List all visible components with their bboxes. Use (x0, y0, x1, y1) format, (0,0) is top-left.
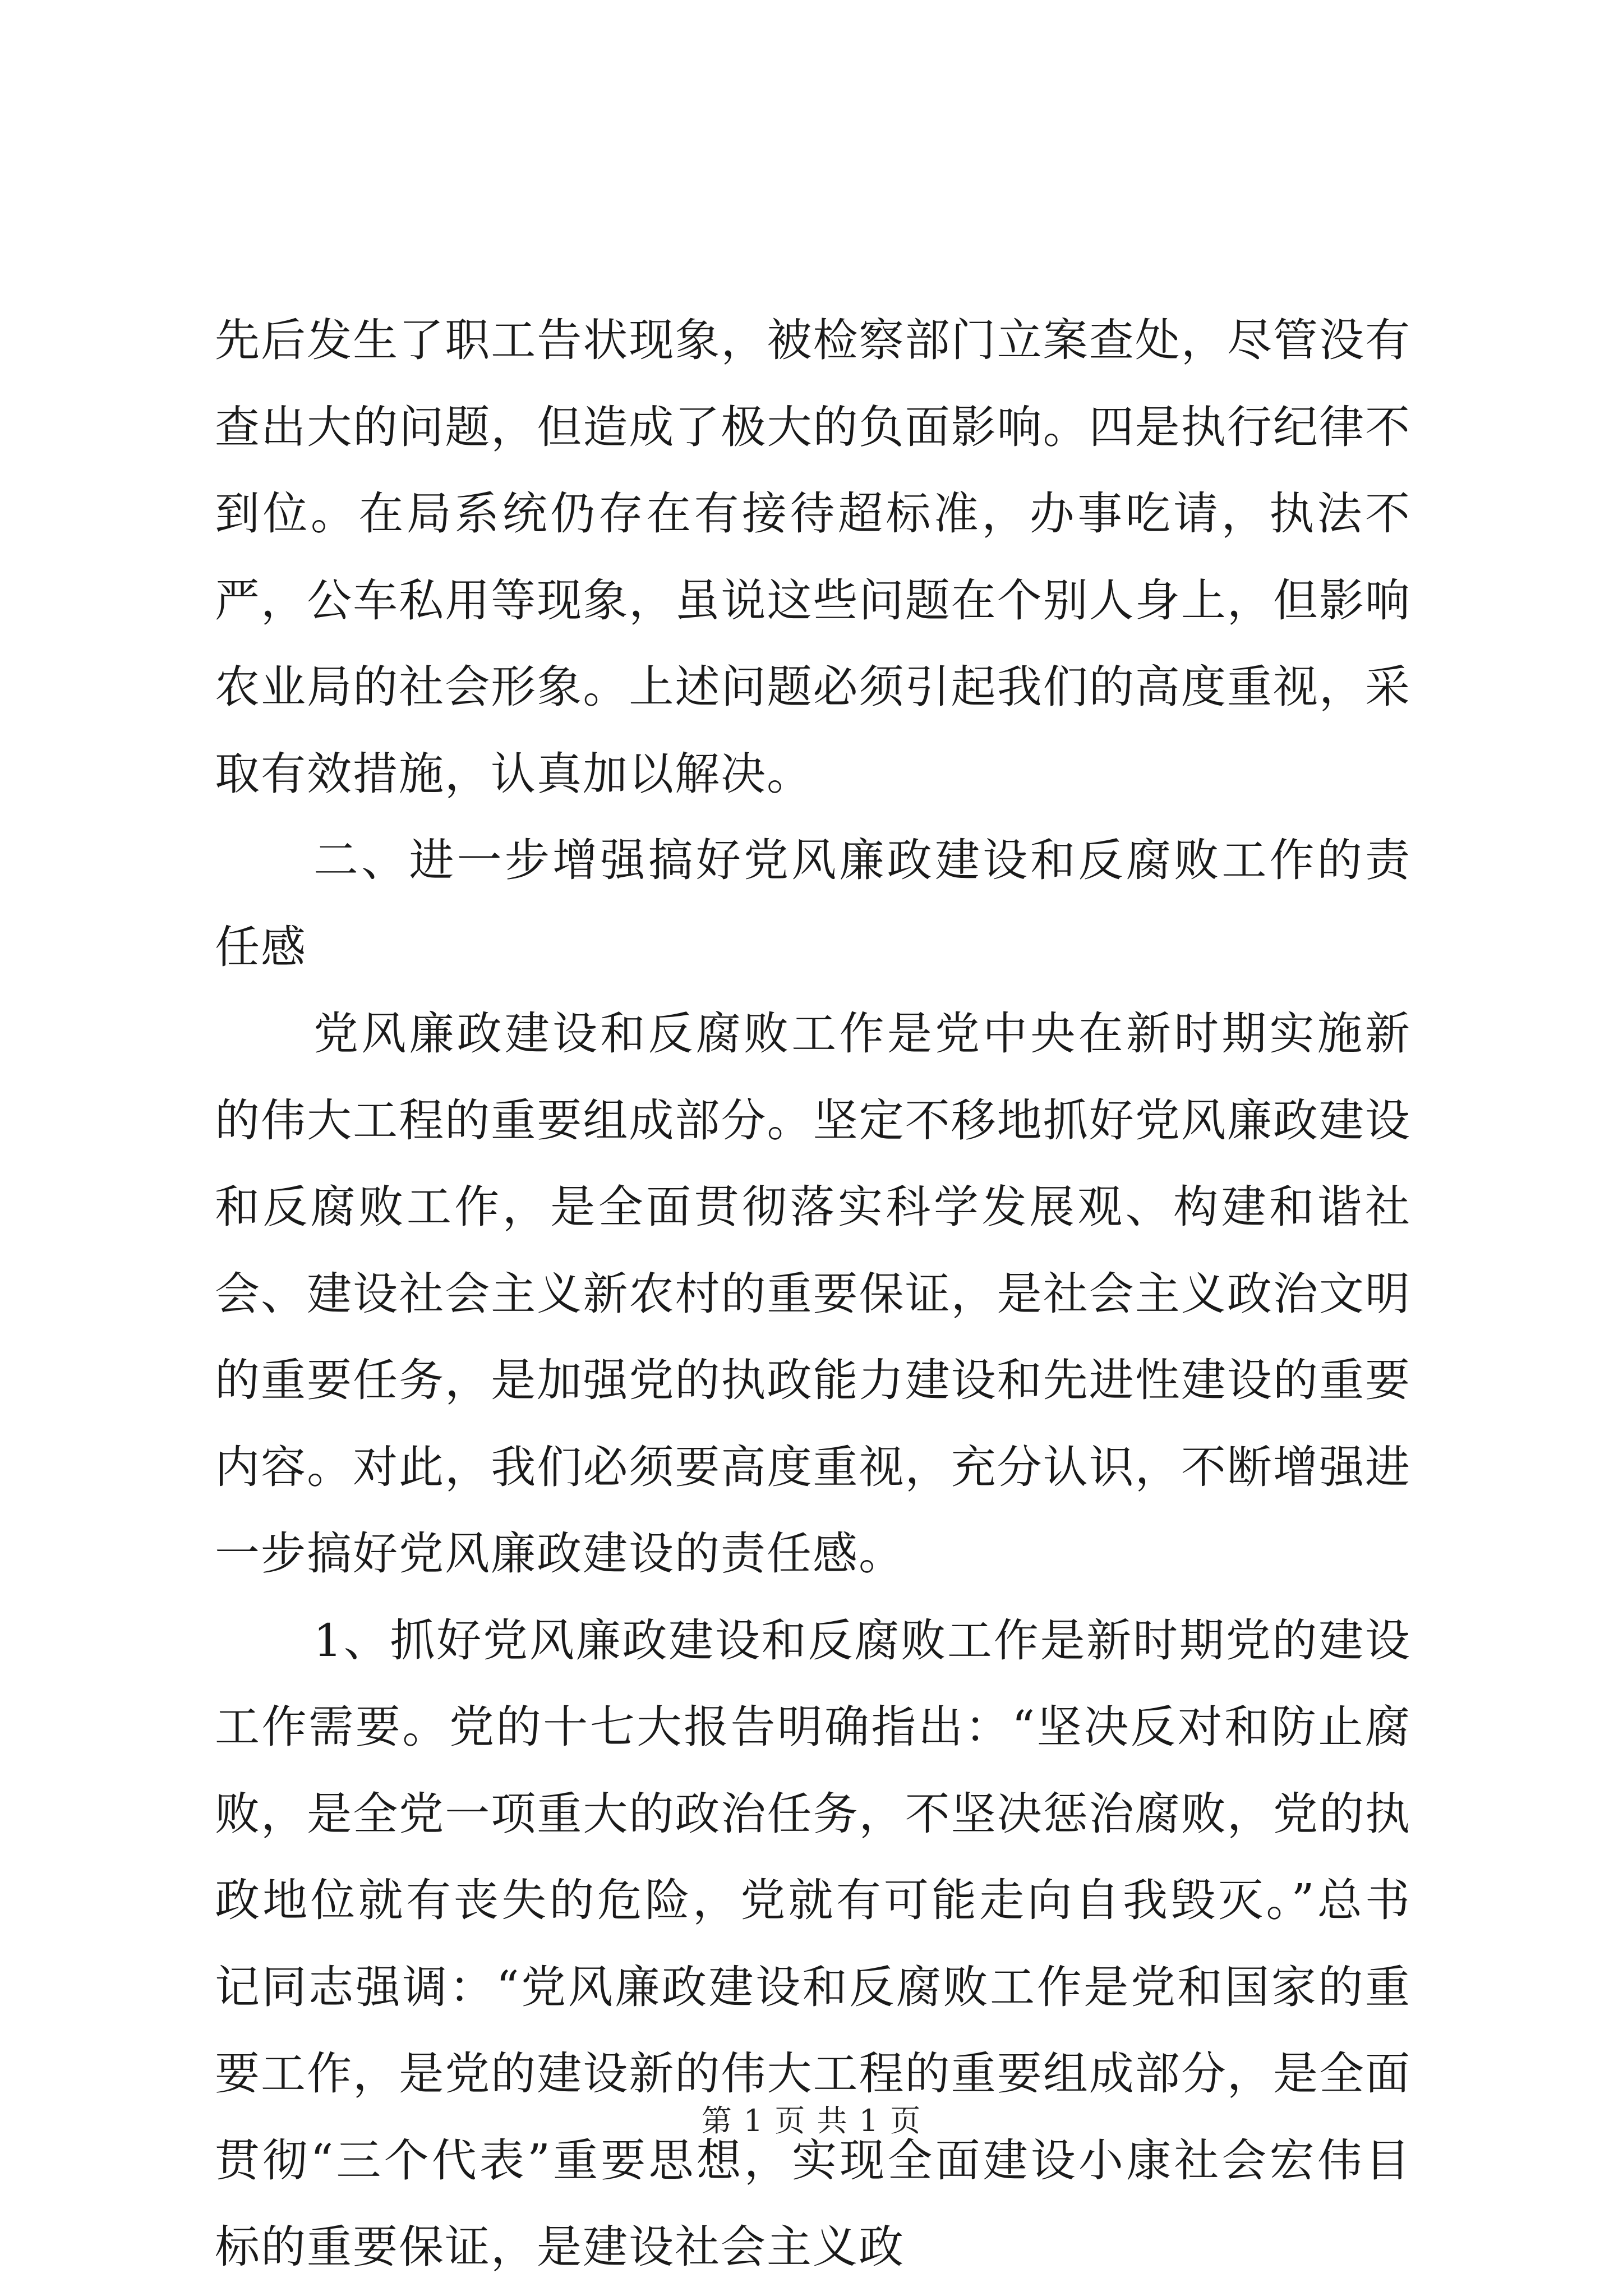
paragraph-point-1: 1、抓好党风廉政建设和反腐败工作是新时期党的建设工作需要。党的十七大报告明确指出：“坚决反对和防止腐败，是全党一项重大的政治任务，不坚决惩治腐败，党的执政地位就有丧失的危险，党就有可能走向自我毁灭。”总书记同志强调：“党风廉政建设和反腐败工作是党和国家的重要工作，是党的建设新的伟大工程的重要组成部分，是全面贯彻“三个代表”重要思想，实现全面建设小康社会宏伟目标的重要保证，是建设社会主义政 (215, 1614, 1411, 2273)
section-heading: 二、进一步增强搞好党风廉政建设和反腐败工作的责任感 (215, 834, 1411, 973)
page-footer: 第 1 页 共 1 页 (701, 2103, 922, 2138)
document-body (215, 297, 1411, 2291)
paragraph-body: 党风廉政建设和反腐败工作是党中央在新时期实施新的伟大工程的重要组成部分。坚定不移地抓好党风廉政建设和反腐败工作，是全面贯彻落实科学发展观、构建和谐社会、建设社会主义新农村的重要保证，是社会主义政治文明的重要任务，是加强党的执政能力建设和先进性建设的重要内容。对此，我们必须要高度重视，充分认识，不断增强进一步搞好党风廉政建设的责任感。 (215, 1007, 1411, 1580)
paragraph-continuation: 先后发生了职工告状现象，被检察部门立案查处，尽管没有查出大的问题，但造成了极大的负面影响。四是执行纪律不到位。在局系统仍存在有接待超标准，办事吃请，执法不严，公车私用等现象，虽说这些问题在个别人身上，但影响农业局的社会形象。上述问题必须引起我们的高度重视，采取有效措施，认真加以解决。 (215, 314, 1411, 800)
